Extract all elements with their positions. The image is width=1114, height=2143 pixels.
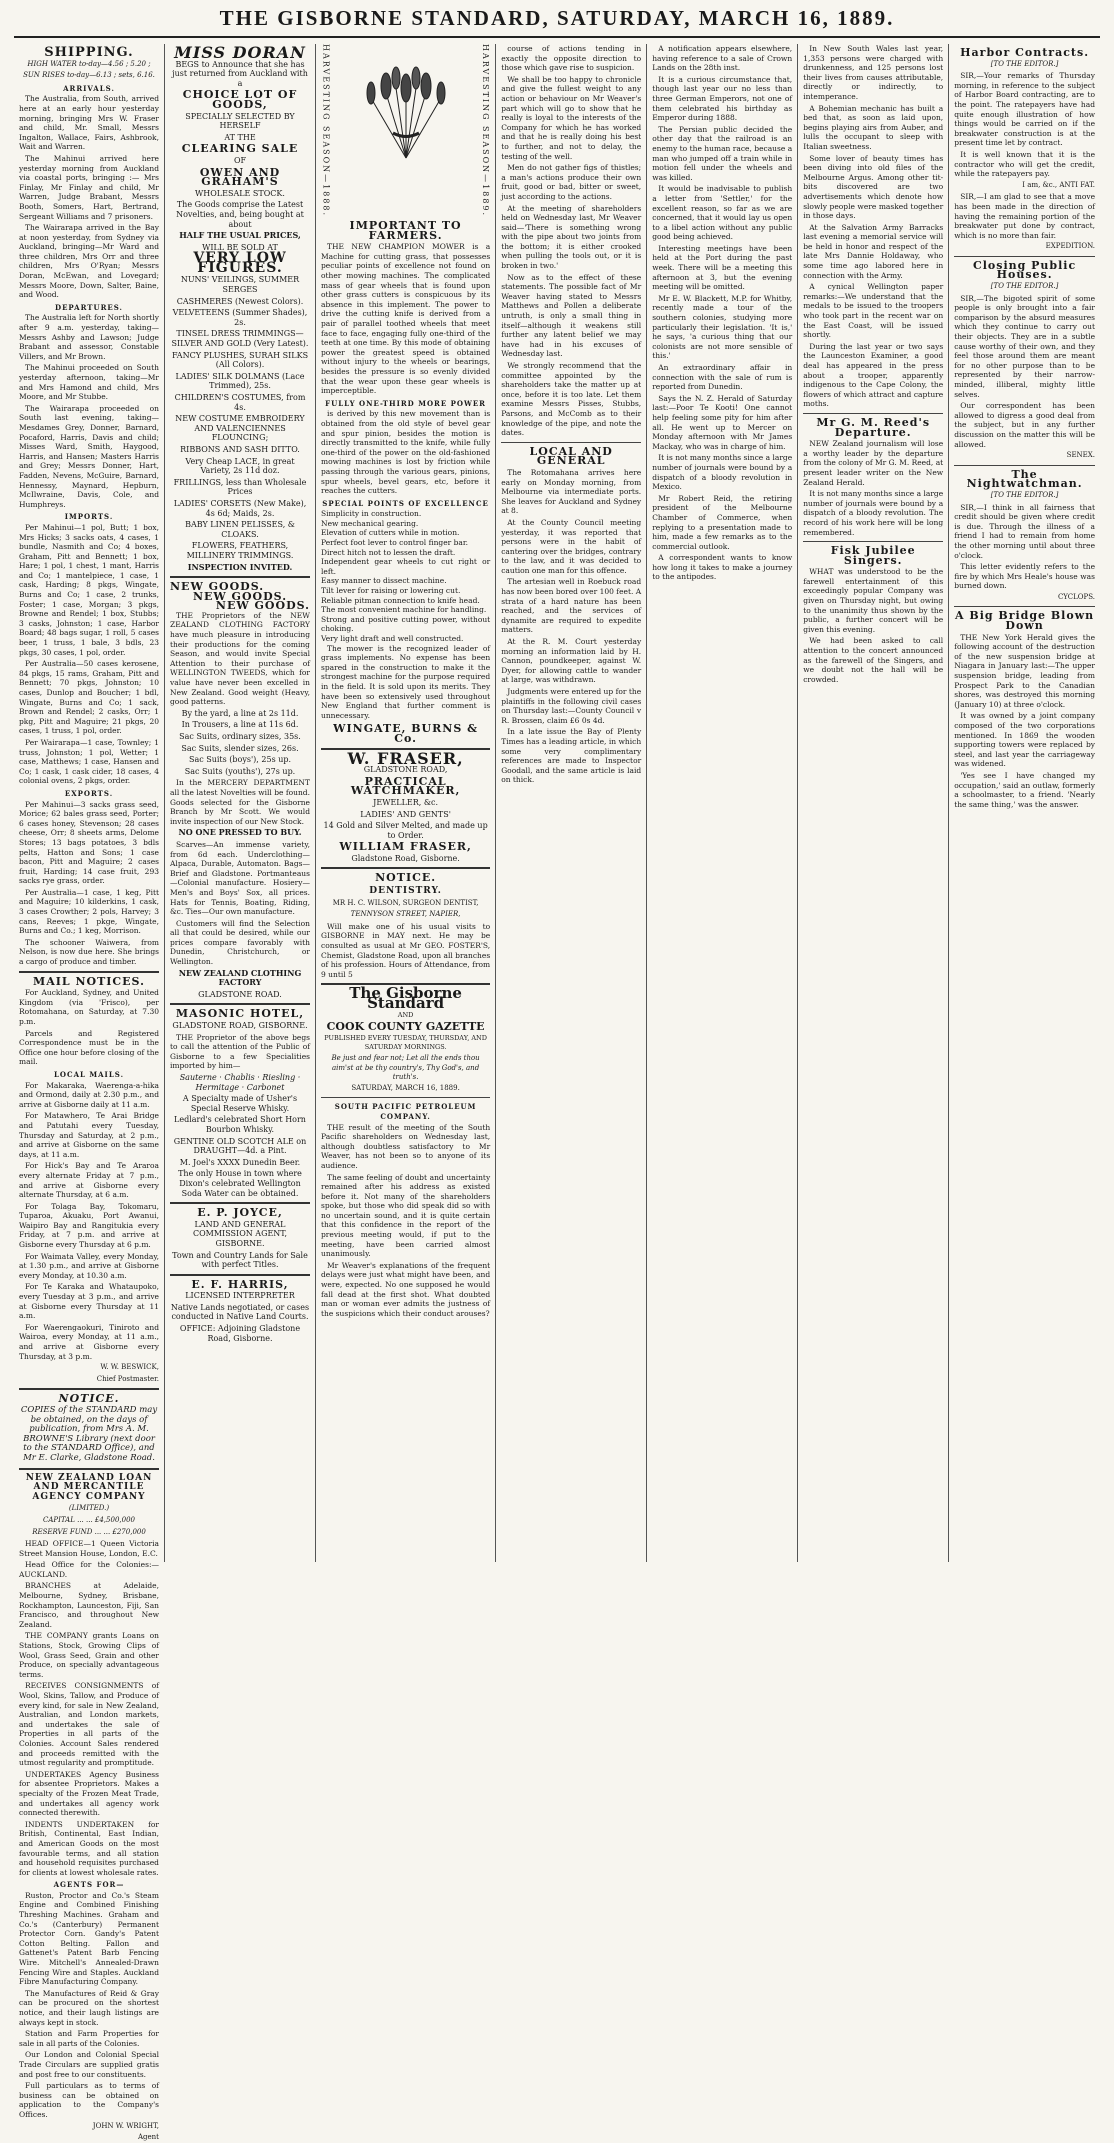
joel-beer: M. Joel's XXXX Dunedin Beer. (179, 1157, 301, 1167)
wilson-name: MR H. C. WILSON, SURGEON DENTIST, (332, 898, 479, 907)
owen-graham: OWEN AND GRAHAM'S (199, 165, 281, 189)
column-2 (165, 44, 316, 1562)
mower-text: THE NEW CHAMPION MOWER is a Machine for cutting grass, that possesses peculiar points of excellence not found on other mowing machines. The complicated mass of gear wheels that is found upon other grass cutters is conspicuous by its absence in this implement. The power to drive the cutting knife is derived from a pair of parallel toothed wheels that meet face to face, engaging fully one-third of the teeth at one time. By this mode of obtaining power the greatest speed is obtained without injury to the wheels or bearings, besides the pressure is so evenly divided that the wear upon these gear wheels is imperceptible. (321, 242, 491, 396)
article-paragraph: It is not many months since a large number of journals were bound by a dispatch of a bloody revolution in Mexico. (652, 453, 793, 492)
item: RIBBONS AND SASH DITTO. (180, 444, 300, 454)
local-item: The Rotomahana arrives here early on Monday morning, from Melbourne via intermediate ports. She leaves for Auckland and Sydney at 8. (501, 467, 642, 516)
article-paragraph: At the Salvation Army Barracks last evening a memorial service will be held in honor and respect of the late Mrs Dannie Holdaway, who some time ago labored here in connection with the Army. (803, 222, 944, 280)
article-paragraph: We shall be too happy to chronicle and give the fullest weight to any action or behaviour on Mr Weaver's part which will go to show that he really is loyal to the interests of the Company for which he has worked and that he is really doing his best to further, and not to delay, the testing of the well. (501, 74, 642, 161)
closing-paragraph: SIR,—The bigoted spirit of some people is only brought into a fair comparison by the absurd measures which they continue to carry out their objects. They are in a subtle cause worthy of their own, and they feel those around them are meant for no other purpose than to be represented by their narrow-minded, illiberal, mighty little selves. (954, 293, 1096, 399)
item: LADIES' CORSETS (New Make), 4s 6d; Maids, 2s. (173, 498, 307, 518)
gladstone-road: GLADSTONE ROAD. (198, 989, 282, 999)
local-mail-item: For Te Karaka and Whataupoko, every Tuesday at 3 p.m., and arrive at Gisborne every Thursday at 11 a.m. (19, 1282, 159, 1321)
price-line: Sac Suits (boys'), 25s up. (188, 755, 292, 765)
local-mail-item: For Tolaga Bay, Tokomaru, Tuparoa, Akuaku, Port Awanui, Waipiro Bay and Rangitukia every Friday, at 7 p.m. and arrive at Gisborne every Thursday at 6 p.m. (19, 1201, 159, 1250)
special-point: Reliable pitman connection to knife head. (321, 595, 480, 605)
departures-title: DEPARTURES. (55, 302, 123, 312)
night-paragraph: SIR,—I think in all fairness that credit should be given where credit is due. Through the illness of a friend I had to remain from home the other morning until about three o'clock. (954, 502, 1096, 560)
article-paragraph: The Persian public decided the other day that the railroad is an enemy to the human race, because a man who jumped off a train while in motion fell under the wheels and was killed. (652, 124, 793, 182)
harris-office: OFFICE: Adjoining Gladstone Road, Gisborne. (179, 1324, 301, 1343)
column-6 (798, 44, 949, 1562)
article-paragraph: A correspondent wants to know how long it takes to make a journey to the antipodes. (652, 553, 793, 582)
harris-text: Native Lands negotiated, or cases conducted in Native Land Courts. (170, 1302, 310, 1322)
scarves-text: Scarves—An immense variety, from 6d each. Underclothing—Alpaca, Durable, Automaton. Bags—Brief and Gladstone. Portmanteaus—Colonial manufacture. Hosiery—Men's and Boys' Sox, all prices. Hats for Tennis, Boating, Riding, &c. Ties—Our own manufacture. (170, 839, 310, 917)
spc-title: SOUTH PACIFIC PETROLEUM COMPANY. (334, 1102, 477, 1121)
manufactures-text: The Manufactures of Reid & Gray can be procured on the shortest notice, and their laugh listings are always kept in stock. (19, 1988, 159, 2027)
william-fraser: WILLIAM FRASER, (339, 840, 472, 854)
spc-paragraph: The same feeling of doubt and uncertainty remained after his address as existed before it. Not many of the shareholders spoke, but those who did speak did so with no uncertain sound, and it is quite certain that this confidence in the report of the previous meeting would, if put to the meeting, have been carried almost unanimously. (321, 1172, 491, 1259)
local-mail-item: For Matawhero, Te Arai Bridge and Patutahi every Tuesday, Thursday and Saturday, at 2 p.m., and arrive at Gisborne on the same days, at 11 a.m. (19, 1111, 159, 1159)
london-circulars: Our London and Colonial Special Trade Circulars are supplied gratis and post free to our constituents. (19, 2050, 159, 2079)
reed-paragraph: NEW Zealand journalism will lose a worthy leader by the departure from the colony of Mr G. M. Reed, at present leader writer on the New Zealand Herald. (803, 439, 944, 487)
import-item: Per Mahinui—1 pol, Butt; 1 box, Mrs Hicks; 3 sacks oats, 4 cases, 1 bundle, Nasmith and Co; 4 boxes, Graham, Pitt and Bennett; 1 box, Hare; 1 pol, 1 chest, 1 mant, Harris and Co; 1 mantelpiece, 1 case, 1 cask, Harding; 8 pkgs, Wingate, Burns and Co; 1 case, 2 trunks, Foster; 1 case, Morgan; 3 pkgs, Browne and Rendel; 1 box, Stubbs; 3 casks, Johnston; 1 case, Harbor Board; 48 bags sugar, 1 roll, 5 cases beer, 1 truss, 1 bale, 3 bdls, 23 pkgs, 30 cases, 1 pol, order. (19, 522, 159, 657)
divider (803, 541, 943, 542)
practical-watchmaker: PRACTICAL WATCHMAKER, (350, 774, 461, 798)
harris-sub: LICENSED INTERPRETER (185, 1291, 295, 1301)
closing-signature: SENEX. (1066, 451, 1096, 460)
nzloan-sub: (LIMITED.) (68, 1504, 110, 1513)
notice-text: COPIES of the STANDARD may be obtained, on the days of publication, from Mrs A. M. BROWNE'S Library (next door to the STANDARD Office), and Mr E. Clarke, Gladstone Road. (20, 1404, 158, 1463)
column-5 (647, 44, 798, 1562)
issue-date: SATURDAY, MARCH 16, 1889. (351, 1083, 460, 1092)
article-paragraph: Now as to the effect of these statements. The possible fact of Mr Weaver having stated to Messrs Matthews and Pollen a deliberate untruth, is only a small thing in itself—although it weakens still further any latent belief we may have had in his excuses of Wednesday last. (501, 272, 642, 359)
closing-houses-title: Closing Public Houses. (973, 258, 1077, 282)
special-point: Elevation of cutters while in motion. (321, 528, 460, 538)
article-paragraph: Mr Robert Reid, the retiring president of the Melbourne Chamber of Commerce, when replying to a presentation made to him, made a few remarks as to the commercial outlook. (652, 493, 793, 551)
item: TINSEL DRESS TRIMMINGS—SILVER AND GOLD (Very Latest). (171, 329, 309, 349)
item: BABY LINEN PELISSES, & CLOAKS. (185, 520, 295, 539)
no-one-pressed: NO ONE PRESSED TO BUY. (178, 827, 302, 838)
fisk-jubilee-title: Fisk Jubilee Singers. (830, 544, 916, 567)
exports-title: EXPORTS. (64, 788, 114, 798)
mail-item: For Auckland, Sydney, and United Kingdom (via 'Frisco), per Rotomahana, on Saturday, at 7.30 p.m. (19, 988, 159, 1026)
ledlard-whisky: Ledlard's celebrated Short Horn Bourbon Whisky. (174, 1115, 306, 1134)
article-paragraph: A notification appears elsewhere, having reference to a sale of Crown Lands on the 28th inst. (652, 44, 793, 73)
inspection-invited: INSPECTION INVITED. (187, 561, 293, 572)
bridge-paragraph: 'Yes see I have changed my occupation,' said an outlaw, formerly a schoolmaster, to a friend. 'Nearly the same thing,' was the answer. (954, 770, 1096, 809)
mercery-text: In the MERCERY DEPARTMENT all the latest Novelties will be found. Goods selected for the Gisborne Branch by Mr Scott. We would invite inspection of our New Stock. (170, 778, 310, 826)
price-line: Sac Suits, ordinary sizes, 35s. (179, 732, 301, 741)
arrivals-title: ARRIVALS. (63, 83, 115, 93)
departure-item: The Mahinui proceeded on South yesterday afternoon, taking—Mr and Mrs Hamond and child, Mrs Moore, and Mr Stubbe. (19, 363, 159, 402)
local-general-title: LOCAL AND GENERAL (529, 444, 613, 468)
divider (19, 971, 159, 973)
indents-text: INDENTS UNDERTAKEN for British, Continental, East Indian, and American Goods on the most favourable terms, and all station and household requisites purchased for clients at lowest wholesale rates. (19, 1819, 159, 1877)
mower-recognized: The mower is the recognized leader of grass implements. No expense has been spared in the construction to make it the strongest machine for the purpose required in the field. It is sold upon its merits. They have been so extensively used throughout New England that further comment is unnecessary. (321, 643, 491, 720)
special-point: New mechanical gearing. (321, 518, 419, 528)
published-days: PUBLISHED EVERY TUESDAY, THURSDAY, AND SATURDAY MORNINGS. (324, 1033, 487, 1052)
william-address: Gladstone Road, Gisborne. (351, 853, 460, 863)
nz-clothing-factory: NEW ZEALAND CLOTHING FACTORY (178, 967, 302, 988)
departure-item: The Australia left for North shortly after 9 a.m. yesterday, taking—Messrs Ashby and Lawson; Judge Brabant and assessor, Constable Villers, and Mr Brown. (19, 313, 159, 361)
item: FLOWERS, FEATHERS, MILLINERY TRIMMINGS. (186, 541, 294, 560)
head-office-colonies: Head Office for the Colonies:—AUCKLAND. (19, 1560, 159, 1579)
article-paragraph: A Bohemian mechanic has built a bed that, as soon as laid upon, begins playing airs from Auber, and lulls the occupant to sleep with Italian sweetness. (803, 103, 944, 151)
item: VELVETEENS (Summer Shades), 2s. (172, 308, 308, 327)
item: NEW COSTUME EMBROIDERY AND VALENCIENNES FLOUNCING; (175, 414, 305, 443)
fisk-paragraph: WHAT was understood to be the farewell entertainment of this exceedingly popular Company was given on Thursday night, but owing to the unanimity thus shown by the public, a further concert will be given this evening. (803, 567, 944, 634)
agent-title: Agent (138, 2133, 159, 2142)
import-item: Per Wairarapa—1 case, Townley; 1 truss, Johnston; 1 pol, Wetter; 1 case, Matthews; 1 case, Hansen and Co; 1 cask, 1 cask cider, 18 cases, 4 colonial ovens, 2 pkgs, order. (19, 737, 159, 786)
masonic-address: GLADSTONE ROAD, GISBORNE. (172, 1021, 308, 1031)
article-paragraph: During the last year or two says the Launceston Examiner, a good deal has appeared in the press about a trooper, apparently indigenous to the Cape Colony, the flowers of which attract and capture moths. (803, 341, 944, 409)
to-editor: [TO THE EDITOR.] (990, 490, 1059, 499)
new-goods: NEW GOODS. (215, 599, 310, 613)
item: LADIES' SILK DOLMANS (Lace Trimmed), 25s. (175, 371, 305, 391)
divider (170, 1202, 310, 1204)
special-point: Direct hitch not to lessen the draft. (321, 547, 456, 557)
imports-title: IMPORTS. (64, 512, 114, 522)
paper-and: AND (397, 1010, 414, 1019)
harris-title: E. F. HARRIS, (191, 1277, 289, 1291)
goods-text: The Goods comprise the Latest Novelties, and, being bought at about (176, 200, 304, 229)
local-mail-item: For Makaraka, Waerenga-a-hika and Ormond, daily at 2.30 p.m., and arrive at Gisborne daily at 11 a.m. (19, 1080, 159, 1109)
sun-times: SUN RISES to-day—6.13 ; sets, 6.16. (23, 71, 155, 80)
dentistry-heading: DENTISTRY. (369, 886, 442, 897)
article-paragraph: In New South Wales last year, 1,353 persons were charged with drunkenness, and 125 persons lost their lives from causes attributable, directly or indirectly, to intemperance. (803, 44, 944, 101)
of-text: OF (233, 155, 247, 165)
local-mails-title: LOCAL MAILS. (54, 1069, 124, 1079)
item: NUNS' VEILINGS, SUMMER SERGES (180, 275, 300, 295)
agents-text: Ruston, Proctor and Co.'s Steam Engine and Combined Finishing Threshing Machines. Graham and Co.'s (Canterbury) Permanent Protector Corn. Gandy's Patent Cotton Belting. Fallon and Gattenet's Patent Barb Fencing Wire. Mitchell's Annealed-Drawn Fencing Wire and Staples. Auckland Fibre Manufacturing Company. (19, 1890, 159, 1987)
customers-text: Customers will find the Selection all that could be desired, while our prices compare favorably with Dunedin, Christchurch, or Wellington. (170, 918, 310, 967)
article-paragraph: Some lover of beauty times has been diving into old files of the Melbourne Argus. Among other tit-bits discovered are two advertisements which denote how slowly people were masked together in those days. (803, 153, 944, 221)
price-line: Sac Suits, slender sizes, 26s. (181, 743, 299, 753)
bridge-paragraph: THE New York Herald gives the following account of the destruction of the new suspension bridge at Niagara in January last:—The upper suspension bridge, leading from Prospect Park to the Canadian shores, was destroyed this morning (January 10) at three o'clock. (954, 632, 1096, 709)
choice-goods: CHOICE LOT OF GOODS, (182, 88, 298, 111)
paper-motto: Be just and fear not; Let all the ends thou aim'st at be thy country's, Thy God's, and truth's. (331, 1053, 480, 1082)
branches: BRANCHES at Adelaide, Melbourne, Sydney, Brisbane, Rockhampton, Launceston, Fiji, San Francisco, and throughout New Zealand. (19, 1581, 159, 1629)
special-point: Perfect foot lever to control finger bar. (321, 538, 469, 548)
article-paragraph: course of actions tending in exactly the opposite direction to those which gave rise to suspicion. (501, 44, 642, 73)
masthead: THE GISBORNE STANDARD, SATURDAY, MARCH 16, 1889. (219, 6, 895, 30)
joyce-sub: Town and Country Lands for Sale with perfect Titles. (172, 1250, 308, 1270)
company-text: THE COMPANY grants Loans on Stations, Stock, Growing Clips of Wool, Grass Seed, Grain and other Produce, on specially advantageous terms. (19, 1631, 159, 1679)
agent-name: JOHN W. WRIGHT, (92, 2121, 159, 2130)
joyce-text: LAND AND GENERAL COMMISSION AGENT, GISBORNE. (192, 1219, 287, 1248)
reserve-fund: RESERVE FUND ... ... £270,000 (32, 1527, 146, 1536)
harvest-right: HARVESTING SEASON—1889. (481, 44, 491, 218)
bridge-paragraph: It was owned by a joint company composed of the two corporations mentioned. In 1869 the wooden supporting towers were replaced by steel, and last year the carriageway was widened. (954, 711, 1096, 769)
article-paragraph: A cynical Wellington paper remarks:—We understand that the medals to be issued to the troopers who took part in the recent war on the East Coast, will be issued shortly. (803, 282, 944, 340)
divider (170, 576, 310, 578)
nightwatchman-title: The Nightwatchman. (966, 467, 1083, 491)
joyce-title: E. P. JOYCE, (197, 1206, 283, 1220)
harbor-paragraph: SIR,—Your remarks of Thursday morning, in reference to the subject of Harbor Board contracting, are to the point. The ratepayers have had quite enough illustration of how things would be carried on if the breakwater construction is at the present time let by contract. (954, 71, 1096, 148)
postmaster-name: W. W. BESWICK, (100, 1363, 159, 1372)
fully-text: is derived by this new movement than is obtained from the old style of bevel gear and spur pinion, besides the motion is directly transmitted to the knife, while fully one-third of the power on the old-fashioned mowing machines is lost by friction while passing through the various gears, pinions, spur wheels, bevel gears, etc, before it reaches the cutters. (321, 409, 491, 496)
item: FRILLINGS, less than Wholesale Prices (173, 477, 307, 497)
clearing-sale: CLEARING SALE (181, 142, 299, 156)
agents-title: AGENTS FOR— (53, 1880, 125, 1890)
shipping-title: SHIPPING. (44, 45, 134, 60)
will-be-sold: WILL BE SOLD AT (202, 242, 278, 252)
column-4 (496, 44, 647, 1562)
local-mail-item: For Hick's Bay and Te Araroa every alternate Friday at 7 p.m., and arrive at Gisborne every alternate Thursday, at 6 a.m. (19, 1161, 159, 1200)
harvest-header (321, 44, 490, 217)
article-paragraph: At the meeting of shareholders held on Wednesday last, Mr Weaver said—'There is something wrong with the pipe about two joints from the bottom; it is either crooked when pulling the tools out, or it is broken in two.' (501, 203, 642, 271)
specially-selected: SPECIALLY SELECTED BY HERSELF (185, 111, 295, 131)
mail-title: MAIL NOTICES. (33, 974, 145, 988)
price-line: By the yard, a line at 2s 11d. (181, 708, 299, 718)
at-the: AT THE (224, 132, 256, 142)
divider (954, 465, 1095, 466)
divider (954, 256, 1095, 257)
local-mail-item: For Waimata Valley, every Monday, at 1.30 p.m., and arrive at Gisborne every Monday, at 10.30 a.m. (19, 1251, 159, 1280)
special-point: Independent gear wheels to cut right or left. (321, 557, 491, 576)
divider (803, 413, 943, 414)
harbor-paragraph: It is well known that it is the contractor who will get the credit, while the ratepayers pay. (954, 149, 1096, 179)
wingate-burns: WINGATE, BURNS & Co. (333, 722, 479, 745)
fraser-address: GLADSTONE ROAD, (363, 765, 448, 775)
harbor-paragraph: SIR,—I am glad to see that a move has been made in the direction of having the remaining portion of the breakwater put done by contract, which is no more than fair. (954, 192, 1096, 240)
local-item: At the County Council meeting yesterday, it was reported that persons were in the habit of cantering over the bridges, contrary to the law, and it was decided to caution one man for this offence. (501, 517, 642, 575)
full-particulars: Full particulars as to terms of business can be obtained on application to the Company's Offices. (19, 2081, 159, 2119)
spc-paragraph: Mr Weaver's explanations of the frequent delays were just what might have been, and were, expected. No one supposed he would fall dead at the first shot. What doubted man or woman ever admits the justness of the suspicions which their conduct arouses? (321, 1260, 491, 1318)
notice-title: NOTICE. (58, 1392, 120, 1406)
masonic-text: THE Proprietor of the above begs to call the attention of the Public of Gisborne to a few Specialities imported by him— (170, 1032, 310, 1071)
article-paragraph: We strongly recommend that the committee appointed by the shareholders take the matter up at once, before it is too late. Let them examine Messrs Pisses, Stubbs, Parsons, and McComb as to their knowledge of the pipe, and note the dates. (501, 361, 642, 438)
local-item: In a late issue the Bay of Plenty Times has a leading article, in which some very complimentary references are made to Inspector Goodall, and the same article is laid on thick. (501, 727, 642, 785)
mail-item: Parcels and Registered Correspondence must be in the Office one hour before closing of the mail. (19, 1028, 159, 1067)
special-point: Strong and positive cutting power, without choking. (321, 614, 491, 634)
item: CHILDREN'S COSTUMES, from 4s. (174, 393, 306, 412)
article-paragraph: Says the N. Z. Herald of Saturday last:—Poor Te Kooti! One cannot help feeling some pity for him after all. He went up to Mercer on Monday afternoon with Mr James Mackay, who was in charge of him. (652, 393, 793, 451)
high-water: HIGH WATER to-day—4.56 ; 5.20 ; (27, 59, 151, 68)
important-farmers: IMPORTANT TO FARMERS. (349, 219, 462, 242)
article-paragraph: It is a curious circumstance that, though last year our no less than three German Emperors, not one of them celebrated his birthday as Emperor during 1888. (652, 74, 793, 123)
capital: CAPITAL ... ... £4,500,000 (43, 1515, 135, 1524)
local-item: Judgments were entered up for the plaintiffs in the following civil cases on Thursday last:—County Council v R. Brossen, claim £6 0s 4d. (501, 687, 642, 725)
arrival-item: The Wairarapa arrived in the Bay at noon yesterday, from Sydney via Auckland, bringing—Mr Ward and three children, Mrs Orr and three children, Mrs O'Ryan; Messrs Doran, McEwan, and Lovegard; Messrs Moore, Down, Salter, Baine, and Wood. (19, 223, 159, 300)
column-3 (316, 44, 496, 1562)
soda-text: The only House in town where Dixon's celebrated Wellington Soda Water can be obtained. (178, 1169, 302, 1198)
masonic-hotel: MASONIC HOTEL, (175, 1007, 305, 1021)
column-1 (14, 44, 165, 2142)
article-paragraph: Mr E. W. Blackett, M.P. for Whitby, recently made a tour of the southern colonies, studying more particularly their legislation. 'It is,' he says, 'a curious thing that our colonists are not more sensible of this.' (652, 293, 793, 361)
schooner-note: The schooner Waiwera, from Nelson, is now due here. She brings a cargo of produce and timber. (19, 937, 159, 967)
fisk-paragraph: We had been asked to call attention to the concert announced as the farewell of the Singers, and we doubt not the hall will be crowded. (803, 636, 944, 684)
paper-nameplate: The Gisborne Standard (349, 984, 462, 1012)
gold-silver: 14 Gold and Silver Melted, and made up to Order. (323, 821, 488, 840)
article-paragraph: Interesting meetings have been held at the Port during the past week. There will be a meeting this afternoon at 3, but the evening meeting will be omitted. (652, 243, 793, 292)
wines-list: Sauterne · Chablis · Riesling · Hermitage · Carbonet (179, 1073, 301, 1092)
gentine-ale: GENTINE OLD SCOTCH ALE on DRAUGHT—4d. a Pint. (173, 1136, 307, 1156)
columns (14, 43, 1100, 2142)
jeweller: JEWELLER, &c. (373, 797, 438, 807)
local-item: The artesian well in Roebuck road has now been bored over 100 feet. A strata of a hard nature has been reached, and the services of dynamite are required to expedite matters. (501, 577, 642, 635)
article-paragraph: It would be inadvisable to publish a letter from 'Settler,' for the excellent reason, so far as we are concerned, that it would lay us open to a libel action without any public good being achieved. (652, 184, 793, 242)
wilson-text: Will make one of his usual visits to GISBORNE in MAY next. He may be consulted as usual at Mr GEO. FOSTER'S, Chemist, Gladstone Road, upon all branches of his profession. Hours of Attendance, from 9 until 5 (321, 921, 491, 979)
undertakes-text: UNDERTAKES Agency Business for absentee Proprietors. Makes a specialty of the Frozen Meat Trade, and undertakes all agency work connected therewith. (19, 1769, 159, 1818)
harbor-signature: I am, &c., ANTI FAT. (1022, 180, 1096, 189)
closing-paragraph: Our correspondent has been allowed to digress a good deal from the subject, but in any further discussion on the matter this will be allowed. (954, 401, 1096, 449)
price-line: In Trousers, a line at 11s 6d. (181, 720, 299, 730)
special-point: Tilt lever for raising or lowering cut. (321, 586, 461, 596)
spc-paragraph: THE result of the meeting of the South Pacific shareholders on Wednesday last, although doubtless satisfactory to Mr Weaver, has not been so to anyone of its audience. (321, 1122, 491, 1170)
postmaster-title: Chief Postmaster. (96, 1374, 159, 1383)
export-item: Per Australia—1 case, 1 keg, Pitt and Maguire; 10 kilderkins, 1 cask, 3 cases Crowther; 2 pols, Harvey; 3 cans, Reeves; 1 pkge, Wingate, Burns and Co.; 1 keg, Morrison. (19, 887, 159, 936)
receives-text: RECEIVES CONSIGNMENTS of Wool, Skins, Tallow, and Produce of every kind, for sale in New Zealand, Australian, and London markets, and undertakes the sale of Properties in all parts of the Colonies. Account Sales rendered and proceeds remitted with the utmost regularity and promptitude. (19, 1681, 159, 1768)
divider (321, 867, 490, 869)
import-item: Per Australia—50 cases kerosene, 84 pkgs, 15 rams, Graham, Pitt and Bennett; 70 pkgs, Johnston; 10 cases, Dunlop and Boucher; 1 bdl, Wingate, Burns and Co; 1 sack, Brown and Rendel; 2 casks, Orr; 1 pkg, Pitt and Maguire; 21 pkgs, 20 cases, 1 truss, 1 pol, order. (19, 659, 159, 736)
fully-title: FULLY ONE-THIRD MORE POWER (325, 398, 487, 408)
nzloan-title: NEW ZEALAND LOAN AND MERCANTILE AGENCY COMPANY (25, 1472, 153, 1502)
nz-clothing-text: THE Proprietors of the NEW ZEALAND CLOTHING FACTORY have much pleasure in introducing their productions for the coming Season, and would invite Special Attention to their purchase of WELLINGTON TWEEDS, which for value have never been excelled in New Zealand. Good weight (Heavy, good patterns. (170, 610, 310, 707)
special-point: Very light draft and well constructed. (321, 634, 464, 643)
harbor-signature: EXPEDITION. (1045, 242, 1096, 251)
begs-text: BEGS to Announce that she has just returned from Auckland with a (172, 59, 308, 88)
to-editor: [TO THE EDITOR.] (990, 59, 1059, 68)
very-low-figures: VERY LOW FIGURES. (193, 250, 287, 276)
arrival-item: The Mahinui arrived here yesterday morning from Auckland via coastal ports, bringing :— Mrs Finlay, Mr Finlay and child, Mr Warren, Judge Brabant, Messrs Booth, Somers, Hart, Bertrand, Sergeant Williams and 7 prisoners. (19, 153, 159, 221)
divider (170, 1274, 310, 1276)
masthead-rule (14, 36, 1100, 38)
special-point: Easy manner to dissect machine. (321, 576, 447, 586)
half-price: HALF THE USUAL PRICES, (179, 230, 301, 241)
harbor-contracts-title: Harbor Contracts. (960, 46, 1090, 59)
bridge-title: A Big Bridge Blown Down (955, 609, 1095, 633)
wilson-address: TENNYSON STREET, NAPIER, (350, 910, 461, 919)
item: FANCY PLUSHES, SURAH SILKS (All Colors). (171, 350, 309, 370)
article-paragraph: Men do not gather figs of thistles; a man's actions produce their own fruit, good or bad, bitter or sweet, just according to the actions. (501, 163, 642, 201)
reed-paragraph: It is not many months since a large number of journals were bound by a dispatch of a bloody revolution. The record of his work here will be long remembered. (803, 489, 944, 537)
article-paragraph: An extraordinary affair in connection with the sale of rum is reported from Dunedin. (652, 363, 793, 392)
night-paragraph: This letter evidently refers to the fire by which Mrs Heale's house was burned down. (954, 562, 1096, 591)
divider (170, 1003, 310, 1005)
head-office: HEAD OFFICE—1 Queen Victoria Street Mansion House, London, E.C. (19, 1539, 159, 1558)
miss-doran-title: MISS DORAN (174, 43, 306, 62)
divider (19, 1388, 159, 1390)
paper-subtitle: COOK COUNTY GAZETTE (326, 1020, 485, 1034)
specialty-whisky: A Specialty made of Usher's Special Reserve Whisky. (182, 1094, 298, 1113)
fraser-title: W. FRASER, (347, 748, 464, 768)
wholesale-stock: WHOLESALE STOCK. (195, 188, 285, 198)
special-title: SPECIAL POINTS OF EXCELLENCE (322, 498, 489, 508)
local-mail-item: For Waerengaokuri, Tiniroto and Wairoa, every Monday, at 11 a.m., and arrive at Gisborne every Thursday, at 3 p.m. (19, 1322, 159, 1361)
wheat-sheaf-illustration (331, 48, 481, 168)
to-editor: [TO THE EDITOR.] (990, 282, 1059, 291)
special-point: Simplicity in construction. (321, 509, 422, 519)
reed-departure-title: Mr G. M. Reed's Departure. (816, 415, 931, 439)
special-point: The most convenient machine for handling. (321, 605, 487, 615)
night-signature: CYCLOPS. (1057, 592, 1096, 601)
station-props: Station and Farm Properties for sale in all parts of the Colonies. (19, 2029, 159, 2048)
notice-heading: NOTICE. (375, 871, 437, 885)
ladies-gents: LADIES' AND GENTS' (360, 809, 451, 819)
divider (501, 442, 641, 443)
harvest-left: HARVESTING SEASON—1888. (321, 44, 331, 218)
new-goods: NEW GOODS. (170, 580, 265, 594)
departure-item: The Wairarapa proceeded on South last evening, taking—Mesdames Grey, Donner, Barnard, Pocaford, Harris, Davis and child; Misses Ward, Smith, Haygood, Harris, and Hansen; Masters Harris and Grey; Messrs Donner, Hart, Fadden, Nevens, McGuire, Barnard, Hennessy, Maynard, Hepburn, McIlwraine, Davis, Cole, and Humphreys. (19, 403, 159, 509)
divider (321, 1097, 490, 1098)
item: CASHMERES (Newest Colors). (176, 296, 304, 306)
local-item: At the R. M. Court yesterday morning an information laid by H. Cannon, poundkeeper, against W. Dyer, for allowing cattle to wander at large, was withdrawn. (501, 637, 642, 685)
arrival-item: The Australia, from South, arrived here at an early hour yesterday morning, bringing Mrs W. Fraser and child, Mr. Small, Messrs Ingalton, Wallace, Fairs, Ashbrook, Wait and Warren. (19, 94, 159, 152)
export-item: Per Mahinui—3 sacks grass seed, Morice; 62 bales grass seed, Porter; 6 cases honey, Stevenson; 28 cases cheese, Orr; 8 sheets arms, Delome Stores; 13 bags potatoes, 3 bdls pelts, Hatton and Sons; 1 case bacon, Pitt and Maguire; 2 cases fruit, Harding; 14 case fruit, 293 sacks rye grass, order. (19, 799, 159, 886)
column-7 (949, 44, 1100, 1562)
new-goods: NEW GOODS. (192, 589, 288, 603)
divider (19, 1468, 159, 1470)
item: Very Cheap LACE, in great Variety, 2s 11d doz. (185, 456, 295, 476)
divider (954, 606, 1095, 607)
price-line: Sac Suits (youths'), 27s up. (184, 766, 296, 776)
